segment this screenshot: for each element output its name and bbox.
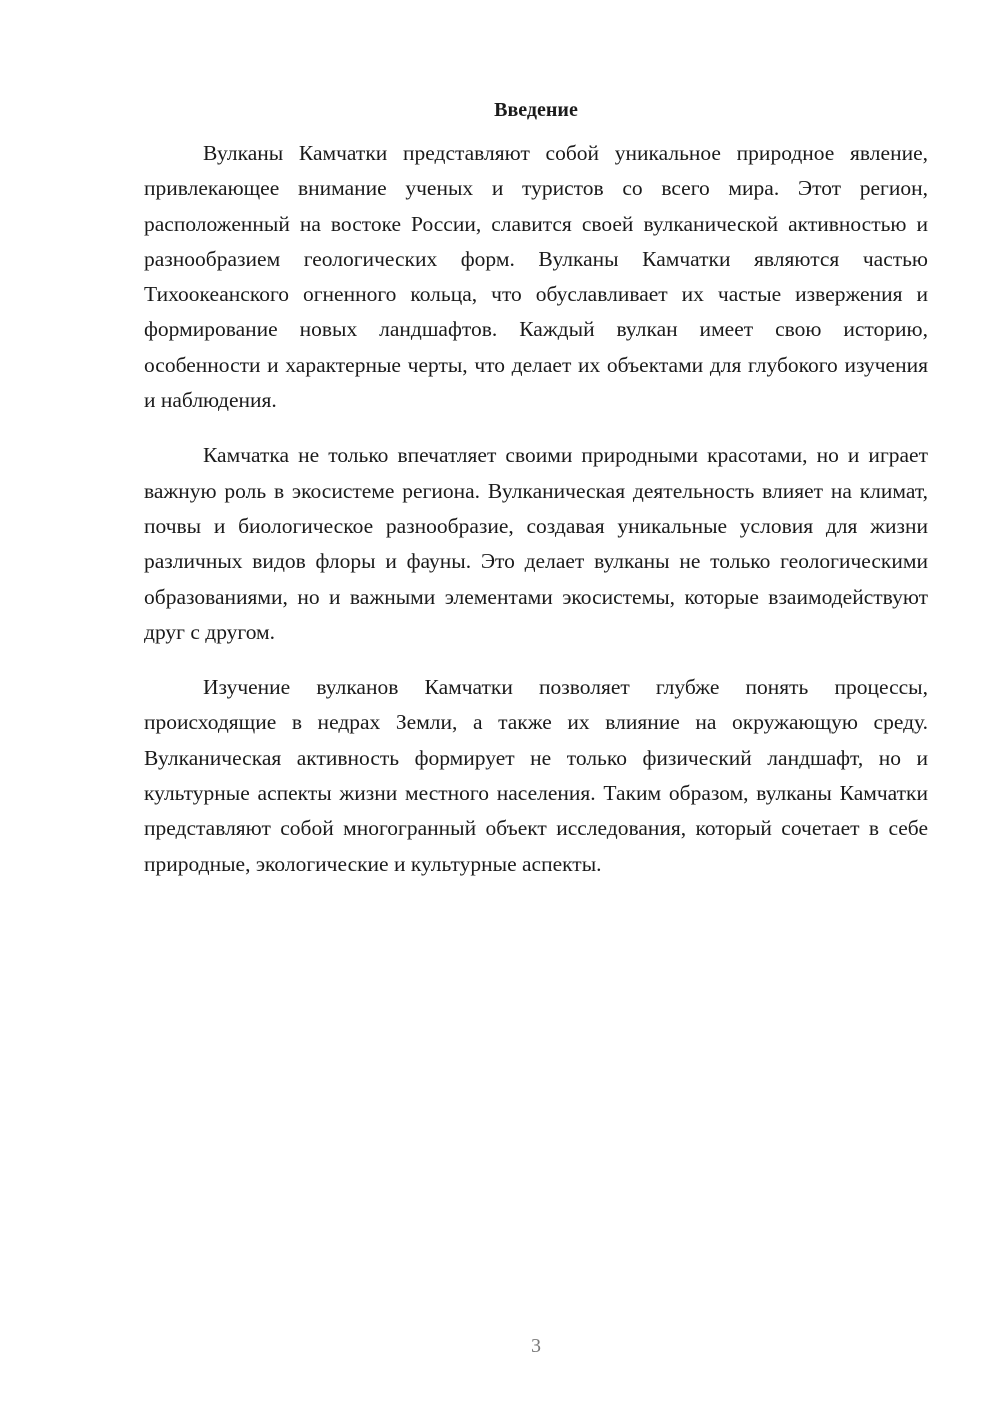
section-title: Введение (494, 99, 578, 121)
paragraph-3: Изучение вулканов Камчатки позволяет глубже понять процессы, происходящие в недрах Земли, а также их влияние на окружающую среду. Вулканическая активность формирует не только физический ландшафт, но и культурные аспекты жизни местного населения. Таким образом, вулканы Камчатки представляют собой многогранный объект исследования, который сочетает в себе природные, экологические и культурные аспекты. (144, 675, 928, 876)
paragraph-1: Вулканы Камчатки представляют собой уникальное природное явление, привлекающее внимание ученых и туристов со всего мира. Этот регион, расположенный на востоке России, славится своей вулканической активностью и разнообразием геологических форм. Вулканы Камчатки являются частью Тихоокеанского огненного кольца, что обуславливает их частые извержения и формирование новых ландшафтов. Каждый вулкан имеет свою историю, особенности и характерные черты, что делает их объектами для глубокого изучения и наблюдения. (144, 141, 928, 413)
paragraph-2: Камчатка не только впечатляет своими природными красотами, но и играет важную роль в экосистеме региона. Вулканическая деятельность влияет на климат, почвы и биологическое разнообразие, создавая уникальные условия для жизни различных видов флоры и фауны. Это делает вулканы не только геологическими образованиями, но и важными элементами экосистемы, которые взаимодействуют друг с другом. (144, 443, 928, 644)
page-content (144, 96, 928, 902)
page-number: 3 (531, 1335, 541, 1357)
